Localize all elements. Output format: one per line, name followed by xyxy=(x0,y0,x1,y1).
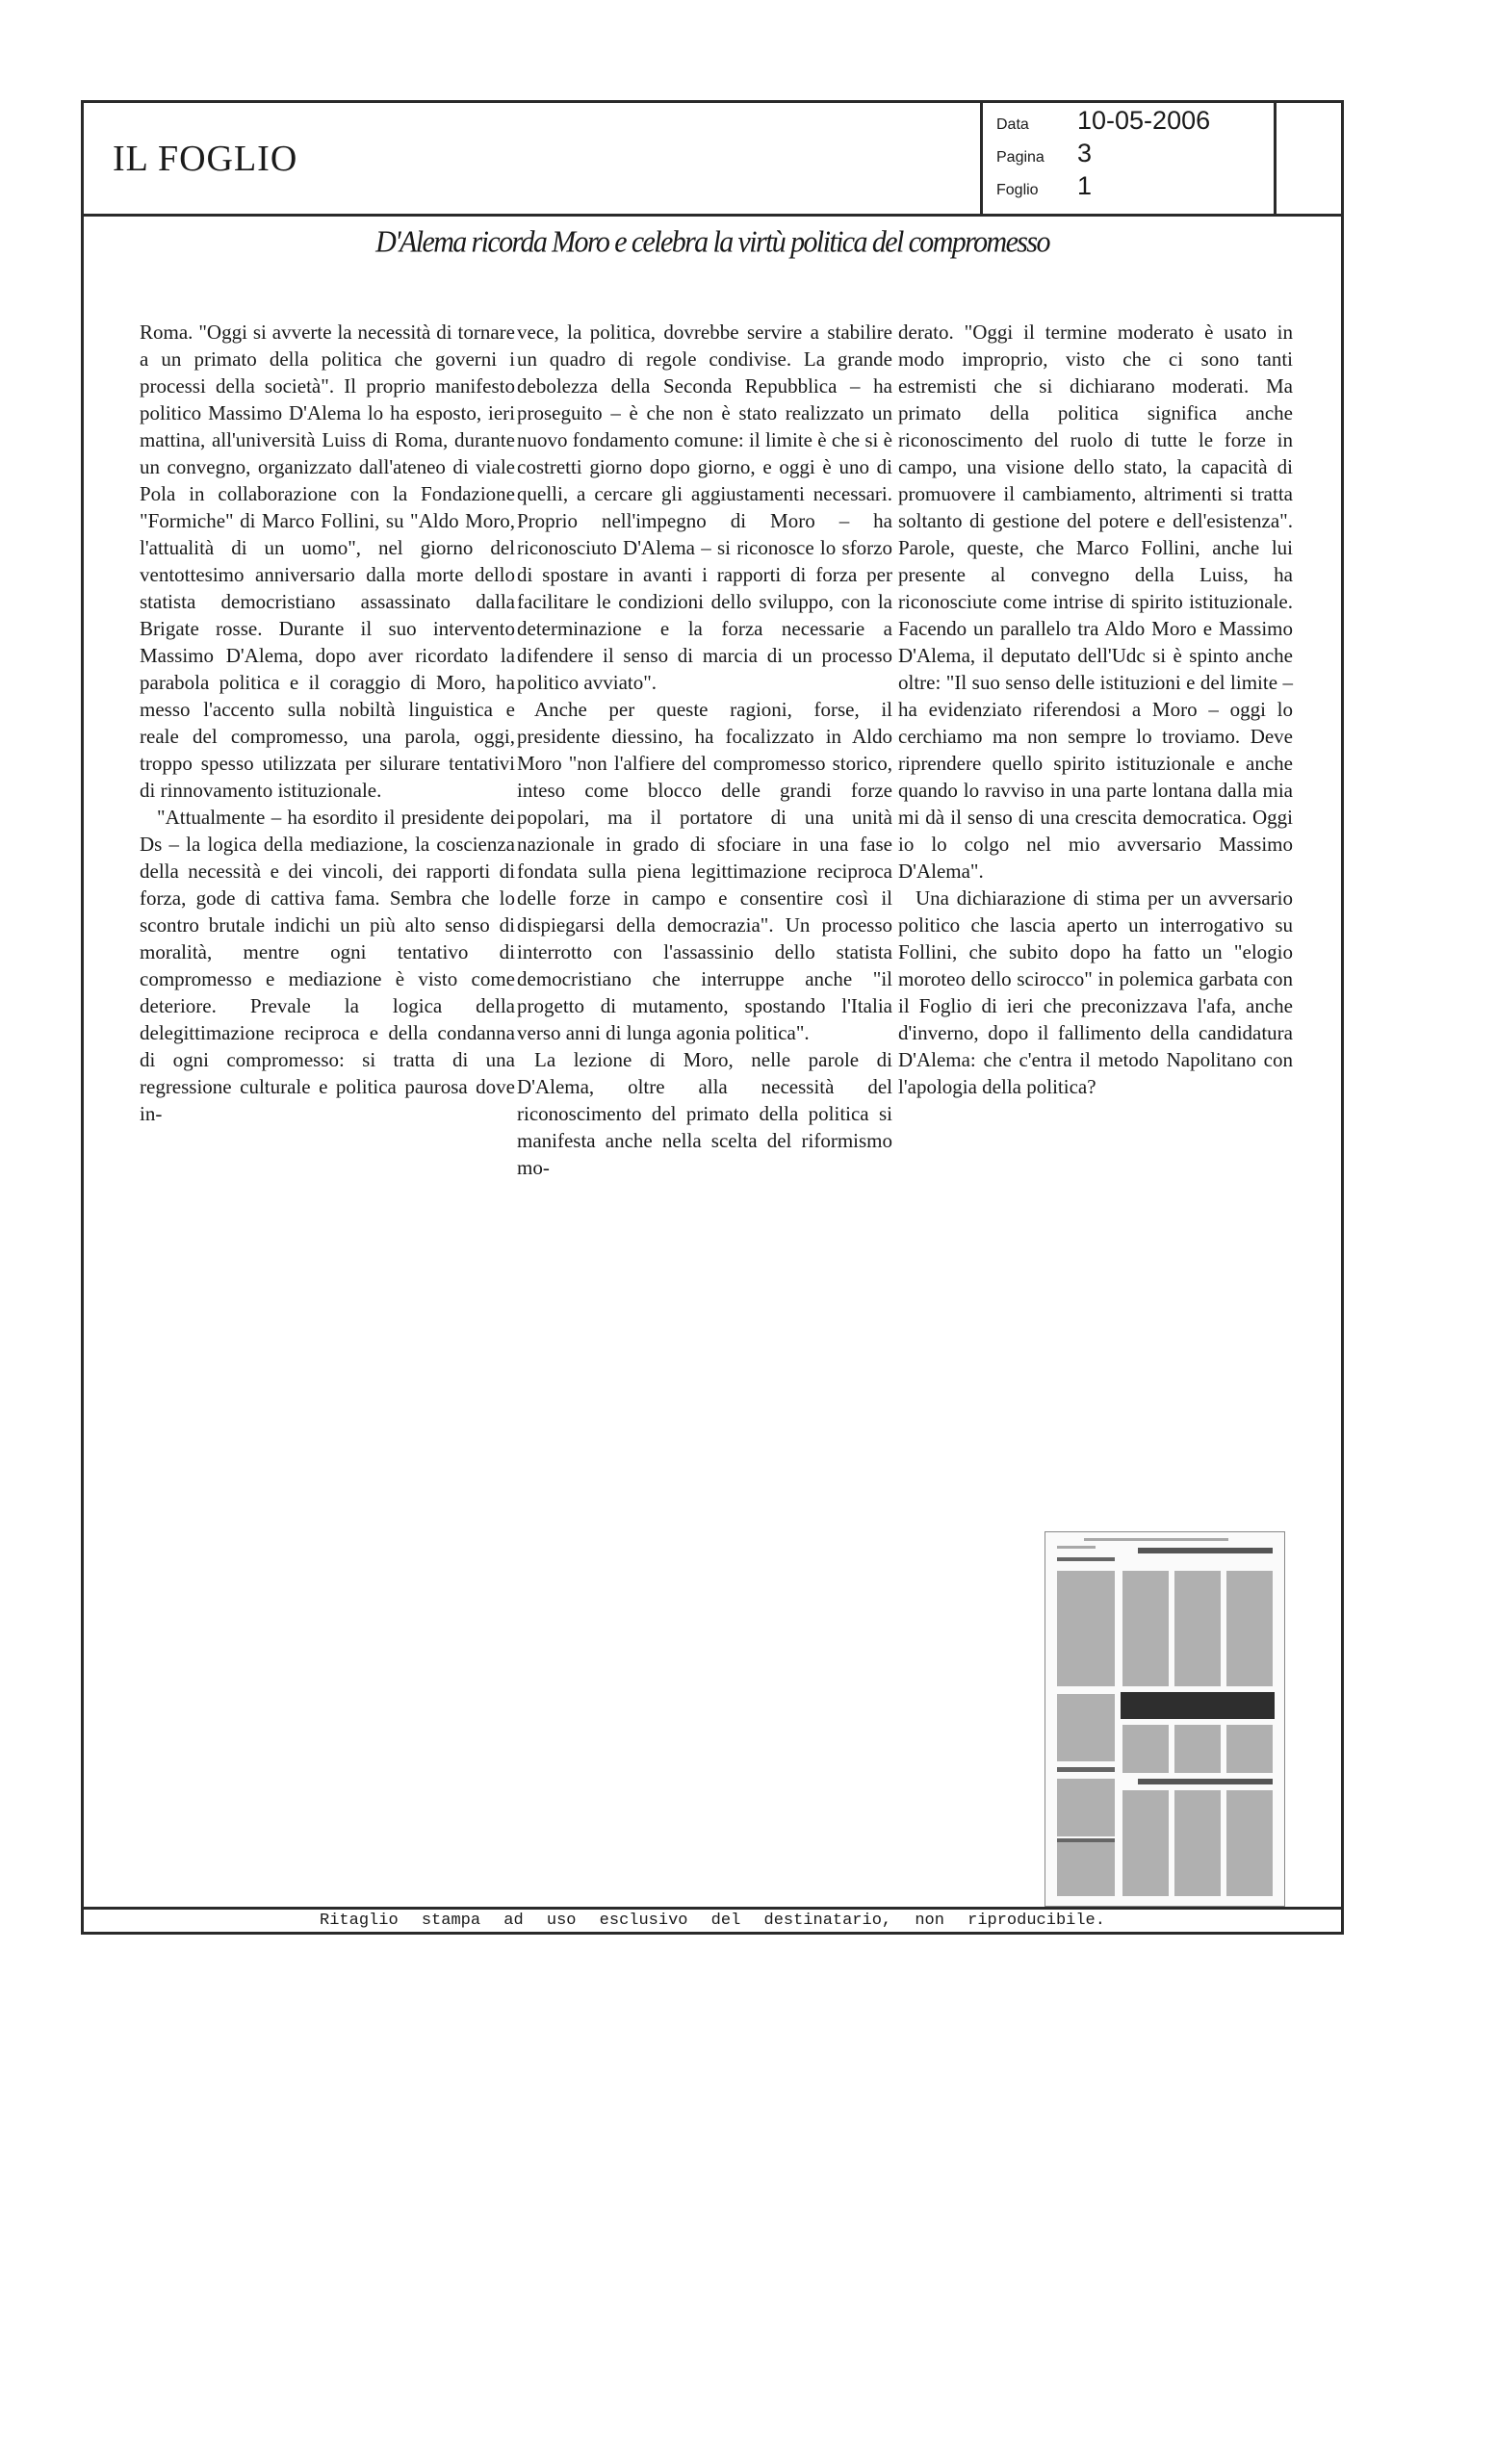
page-row xyxy=(996,141,1266,168)
paragraph: "Attualmente – ha esordito il presidente dei Ds – la logica della mediazione, la coscienza della necessità e dei vincoli, dei rapporti di forza, gode di cattiva fama. Sembra che lo scontro brutale indichi un più alto senso di moralità, mentre ogni tentativo di compromesso e mediazione è visto come deteriore. Prevale la logica della delegittimazione reciproca e della condanna di ogni compromesso: si tratta di una regressione culturale e politica paurosa dove in- xyxy=(140,806,515,1125)
sheet-row xyxy=(996,171,1266,201)
paragraph: Una dichiarazione di stima per un avversario politico che lascia aperto un interrogativo su Follini, che subito dopo ha fatto un "elogio moroteo dello scirocco" in polemica garbata con il Foglio di ieri che preconizzava l'afa, anche d'inverno, dopo il fallimento della candidatura D'Alema: che c'entra il metodo Napolitano con l'apologia della politica? xyxy=(898,886,1293,1098)
paragraph: Roma. "Oggi si avverte la necessità di tornare a un primato della politica che governi i processi della società". Il proprio manifesto politico Massimo D'Alema lo ha esposto, ieri mattina, all'università Luiss di Roma, durante un convegno, organizzato dall'ateneo di viale Pola in collaborazione con la Fondazione "Formiche" di Marco Follini, su "Aldo Moro, l'attualità di un uomo", nel giorno del ventottesimo anniversario dalla morte dello statista democristiano assassinato dalla Brigate rosse. Durante il suo intervento Massimo D'Alema, dopo aver ricordato la parabola politica e il coraggio di Moro, ha messo l'accento sulla nobiltà linguistica e reale del compromesso, una parola, oggi, troppo spesso utilizzata per silurare tentativi di rinnovamento istituzionale. xyxy=(140,321,515,802)
page-value: 3 xyxy=(1077,139,1093,167)
article-column-3 xyxy=(898,319,1293,1100)
paragraph: derato. "Oggi il termine moderato è usato in modo improprio, visto che ci sono tanti estremisti che si dichiarano moderati. Ma primato della politica significa anche riconoscimento del ruolo di tutte le forze in campo, una visione dello stato, la capacità di promuovere il cambiamento, altrimenti si tratta soltanto di gestione del potere e dell'esistenza". Parole, queste, che Marco Follini, anche lui presente al convegno della Luiss, ha riconosciute come intrise di spirito istituzionale. Facendo un parallelo tra Aldo Moro e Massimo D'Alema, il deputato dell'Udc si è spinto anche oltre: "Il suo senso delle istituzioni e del limite – ha evidenziato riferendosi a Moro – oggi lo cerchiamo ma non sempre lo troviamo. Deve riprendere quello spirito istituzionale e anche quando lo ravviso in una parte lontana dalla mia mi dà il senso di una crescita democratica. Oggi io lo colgo nel mio avversario Massimo D'Alema". xyxy=(898,321,1293,883)
page-thumbnail-graphic xyxy=(1045,1532,1284,1906)
publication-name: IL FOGLIO xyxy=(113,139,298,179)
clipping-sheet xyxy=(81,100,1344,1935)
sheet-label: Foglio xyxy=(996,182,1039,198)
article-headline: D'Alema ricorda Moro e celebra la virtù politica del compromesso xyxy=(375,225,1049,259)
clipping-metadata xyxy=(983,103,1277,214)
date-row xyxy=(996,106,1266,136)
article-column-1 xyxy=(140,319,515,1127)
page-label: Pagina xyxy=(996,149,1045,166)
paragraph: vece, la politica, dovrebbe servire a stabilire un quadro di regole condivise. La grande debolezza della Seconda Repubblica – ha proseguito – è che non è stato realizzato un nuovo fondamento comune: il limite è che si è costretti giorno dopo giorno, e oggi è uno di quelli, a cercare gli aggiustamenti necessari. Proprio nell'impegno di Moro – ha riconosciuto D'Alema – si riconosce lo sforzo di spostare in avanti i rapporti di forza per facilitare le condizioni dello sviluppo, con la determinazione e la forza necessarie a difendere il senso di marcia di un processo politico avviato". xyxy=(517,321,892,694)
footer-disclaimer: Ritaglio stampa ad uso esclusivo del destinatario, non riproducibile. xyxy=(84,1907,1341,1932)
sheet-value: 1 xyxy=(1077,171,1093,200)
date-value: 10-05-2006 xyxy=(1077,106,1211,135)
paragraph: La lezione di Moro, nelle parole di D'Alema, oltre alla necessità del riconoscimento del primato della politica si manifesta anche nella scelta del riformismo mo- xyxy=(517,1048,892,1179)
article-column-2 xyxy=(517,319,892,1181)
paragraph: Anche per queste ragioni, forse, il presidente diessino, ha focalizzato in Aldo Moro "non l'alfiere del compromesso storico, inteso come blocco delle grandi forze popolari, ma il portatore di una unità nazionale in grado di sfociare in una fase fondata sulla piena legittimazione reciproca delle forze in campo e consentire così il dispiegarsi della democrazia". Un processo interrotto con l'assassinio dello statista democristiano che interruppe anche "il progetto di mutamento, spostando l'Italia verso anni di lunga agonia politica". xyxy=(517,698,892,1044)
page-thumbnail xyxy=(1045,1531,1285,1907)
masthead xyxy=(84,103,983,214)
date-label: Data xyxy=(996,116,1029,133)
header xyxy=(84,103,1341,217)
